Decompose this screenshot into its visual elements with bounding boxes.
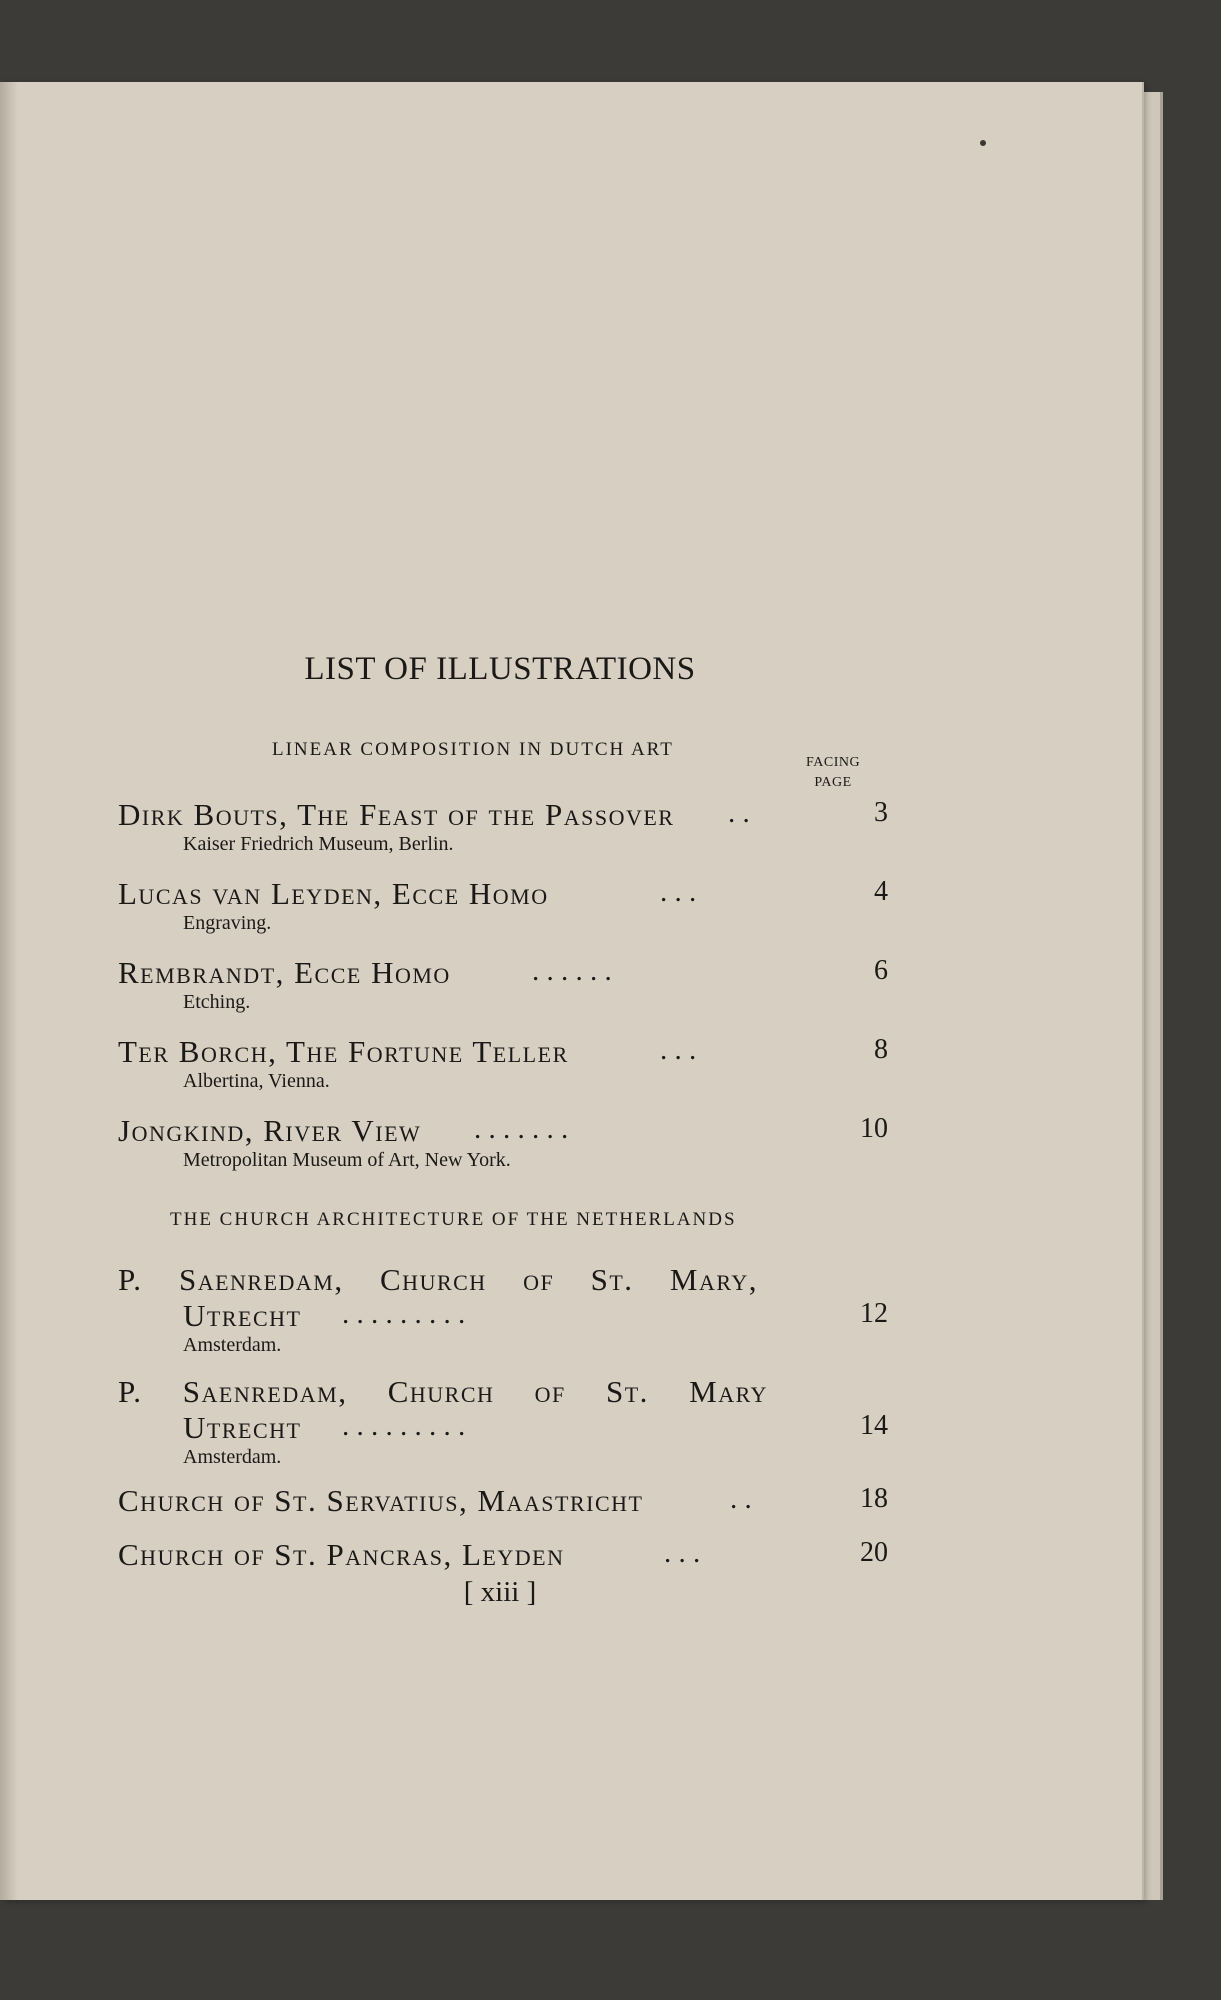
leader-dots: . . . . . . . bbox=[474, 1113, 569, 1145]
illustration-entry bbox=[118, 1374, 888, 1469]
title-word: St. bbox=[605, 1374, 649, 1409]
entry-location: Kaiser Friedrich Museum, Berlin. bbox=[183, 833, 454, 855]
title-word: of bbox=[523, 1262, 555, 1297]
title-word: Mary, bbox=[669, 1262, 758, 1297]
title-word: of bbox=[534, 1374, 566, 1409]
title-word: Mary bbox=[689, 1374, 768, 1409]
entry-line bbox=[118, 1298, 888, 1334]
section-heading-linear-composition: LINEAR COMPOSITION IN DUTCH ART bbox=[272, 739, 674, 760]
entry-line bbox=[118, 1113, 888, 1149]
entry-title bbox=[118, 1374, 768, 1410]
page-speck bbox=[980, 140, 986, 146]
title-word: Church bbox=[380, 1262, 487, 1297]
illustration-entry bbox=[118, 955, 888, 1014]
entry-title: Rembrandt, Ecce Homo bbox=[118, 955, 451, 990]
entry-location: Albertina, Vienna. bbox=[183, 1070, 330, 1092]
entry-page-number: 6 bbox=[874, 955, 888, 986]
entry-title: Lucas van Leyden, Ecce Homo bbox=[118, 876, 549, 911]
entry-title bbox=[118, 1262, 758, 1298]
entry-line bbox=[118, 1262, 888, 1298]
entry-line bbox=[118, 797, 888, 833]
entry-title: Church of St. Pancras, Leyden bbox=[118, 1537, 565, 1572]
leader-dots: . . . bbox=[660, 1034, 697, 1066]
entry-page-number: 3 bbox=[874, 797, 888, 828]
title-word: Saenredam, bbox=[178, 1262, 344, 1297]
page-title: LIST OF ILLUSTRATIONS bbox=[304, 651, 696, 687]
entry-title: Dirk Bouts, The Feast of the Passover bbox=[118, 797, 675, 832]
entry-title: Jongkind, River View bbox=[118, 1113, 422, 1148]
entry-location: Engraving. bbox=[183, 912, 272, 934]
title-word: P. bbox=[118, 1374, 143, 1409]
entry-line bbox=[118, 1374, 888, 1410]
entry-title-continued: Utrecht bbox=[183, 1298, 302, 1333]
entry-line bbox=[118, 1034, 888, 1070]
entry-title: Church of St. Servatius, Maastricht bbox=[118, 1483, 644, 1518]
book-page bbox=[0, 82, 1142, 1900]
entry-title: Ter Borch, The Fortune Teller bbox=[118, 1034, 569, 1069]
leader-dots: . . . . . . . . . bbox=[342, 1298, 466, 1330]
entry-title-continued: Utrecht bbox=[183, 1410, 302, 1445]
illustration-entry bbox=[118, 1537, 888, 1573]
facing-page-header bbox=[806, 753, 860, 793]
title-word: Church bbox=[387, 1374, 495, 1409]
entry-location: Etching. bbox=[183, 991, 251, 1013]
entry-page-number: 4 bbox=[874, 876, 888, 907]
leader-dots: . . . . . . . . . bbox=[342, 1410, 466, 1442]
entry-page-number: 10 bbox=[860, 1113, 888, 1144]
entry-page-number: 20 bbox=[860, 1537, 888, 1568]
page-folio: [ xiii ] bbox=[463, 1576, 537, 1608]
illustration-entry bbox=[118, 1262, 888, 1357]
entry-line bbox=[118, 955, 888, 991]
leader-dots: . . bbox=[730, 1483, 752, 1515]
entry-page-number: 12 bbox=[860, 1298, 888, 1329]
entry-location: Amsterdam. bbox=[183, 1334, 282, 1356]
title-word: St. bbox=[590, 1262, 634, 1297]
section-heading-church-architecture: THE CHURCH ARCHITECTURE OF THE NETHERLANDS bbox=[170, 1209, 737, 1230]
leader-dots: . . . . . . bbox=[532, 955, 612, 987]
entry-line bbox=[118, 1537, 888, 1573]
leader-dots: . . bbox=[728, 797, 750, 829]
page-gutter bbox=[0, 82, 18, 1900]
entry-line bbox=[118, 1483, 888, 1519]
entry-location: Metropolitan Museum of Art, New York. bbox=[183, 1149, 511, 1171]
page-label: PAGE bbox=[814, 775, 852, 790]
entry-location: Amsterdam. bbox=[183, 1446, 282, 1468]
entry-page-number: 18 bbox=[860, 1483, 888, 1514]
entry-line bbox=[118, 876, 888, 912]
illustration-entry bbox=[118, 876, 888, 935]
illustration-entry bbox=[118, 1113, 888, 1172]
illustration-entry bbox=[118, 1483, 888, 1519]
entry-page-number: 14 bbox=[860, 1410, 888, 1441]
facing-label: FACING bbox=[806, 755, 861, 770]
illustration-entry bbox=[118, 1034, 888, 1093]
entry-page-number: 8 bbox=[874, 1034, 888, 1065]
entry-line bbox=[118, 1410, 888, 1446]
leader-dots: . . . bbox=[664, 1537, 701, 1569]
title-word: Saenredam, bbox=[182, 1374, 348, 1409]
leader-dots: . . . bbox=[660, 876, 697, 908]
illustration-entry bbox=[118, 797, 888, 856]
title-word: P. bbox=[118, 1262, 143, 1297]
